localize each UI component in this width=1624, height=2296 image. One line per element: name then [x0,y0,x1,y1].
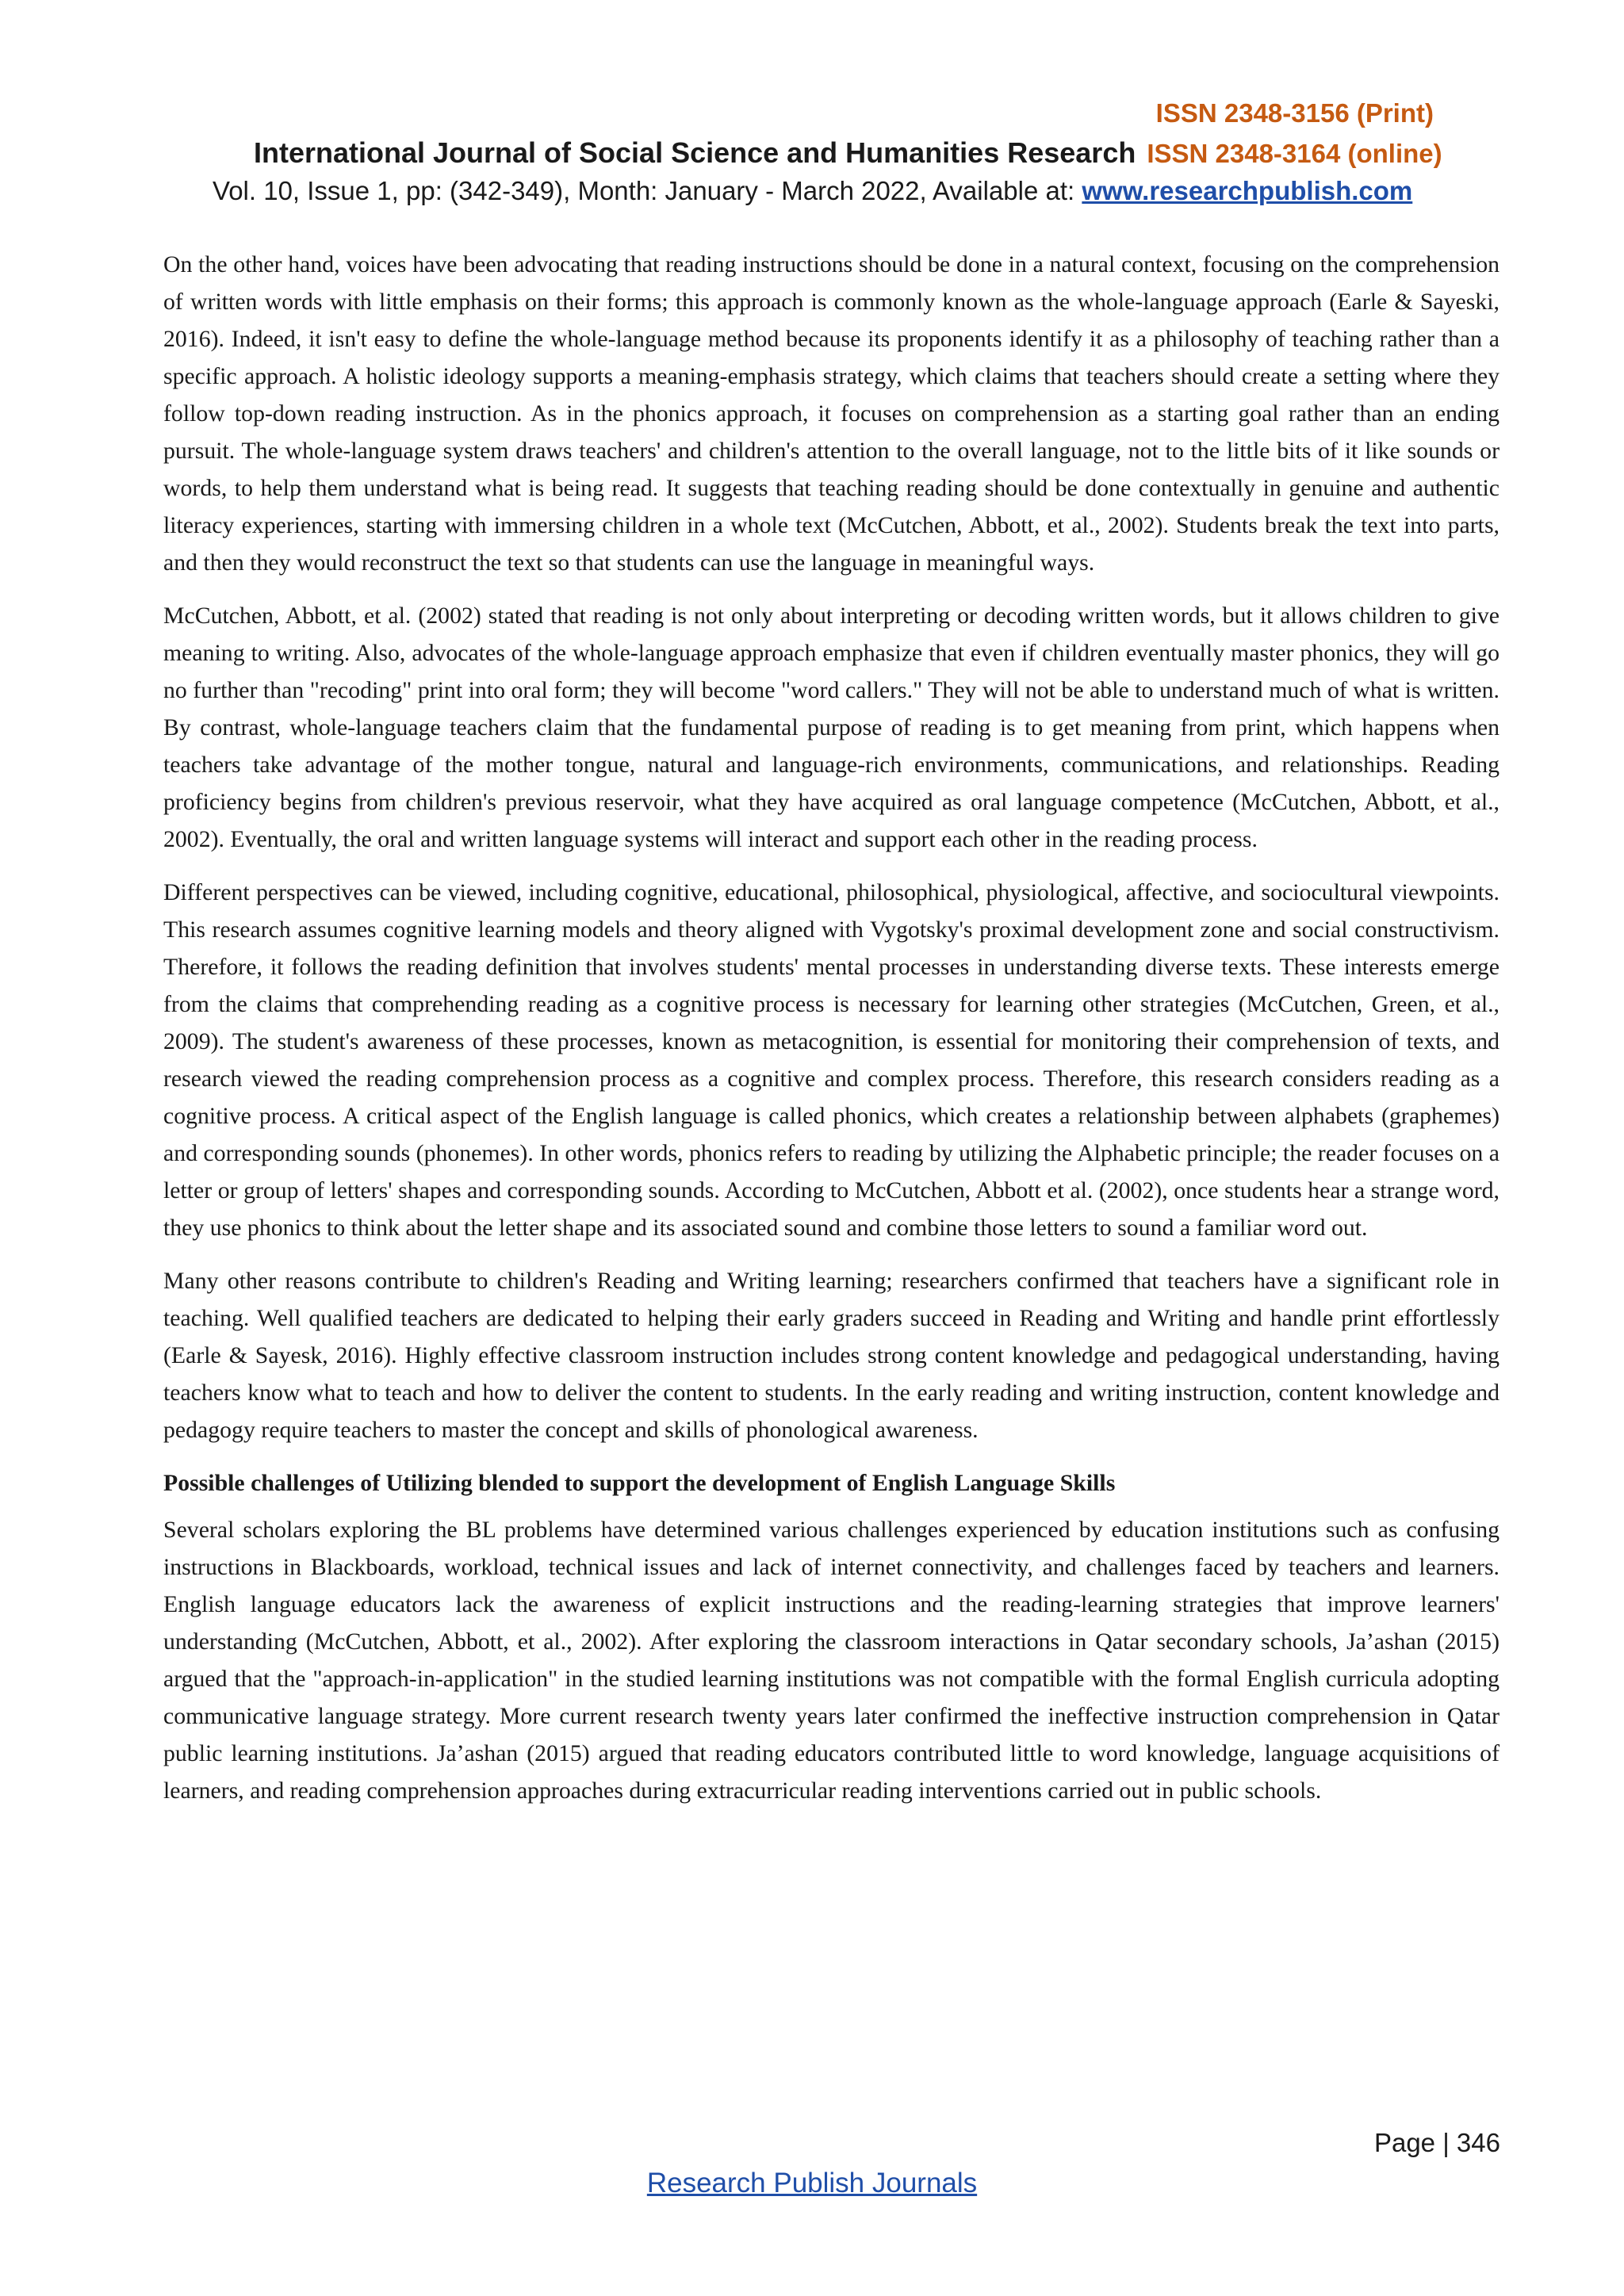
paragraph: Many other reasons contribute to children's Reading and Writing learning; researchers confirmed that teachers have a significant role in teaching. Well qualified teachers are dedicated to helping their early graders succeed in Reading and Writing and handle print effortlessly (Earle & Sayesk, 2016). Highly effective classroom instruction includes strong content knowledge and pedagogical understanding, having teachers know what to teach and how to deliver the content to students. In the early reading and writing instruction, content knowledge and pedagogy require teachers to master the concept and skills of phonological awareness. [163,1268,1500,1443]
website-link[interactable]: www.researchpublish.com [1082,176,1413,205]
article-body [163,246,1500,1825]
footer [0,2168,1624,2199]
paragraph: McCutchen, Abbott, et al. (2002) stated that reading is not only about interpreting or decoding written words, but it allows children to give meaning to writing. Also, advocates of the whole-language approach emphasize that even if children eventually master phonics, they will go no further than "recoding" print into oral form; they will become "word callers." They will not be able to understand much of what is written. By contrast, whole-language teachers claim that the fundamental purpose of reading is to get meaning from print, which happens when teachers take advantage of the mother tongue, natural and language-rich environments, communications, and relationships. Reading proficiency begins from children's previous reservoir, what they have acquired as oral language competence (McCutchen, Abbott, et al., 2002). Eventually, the oral and written language systems will interact and support each other in the reading process. [163,603,1500,852]
paragraph: On the other hand, voices have been advocating that reading instructions should be done in a natural context, focusing on the comprehension of written words with little emphasis on their forms; this approach is commonly known as the whole-language approach (Earle & Sayeski, 2016). Indeed, it isn't easy to define the whole-language method because its proponents identify it as a philosophy of teaching rather than a specific approach. A holistic ideology supports a meaning-emphasis strategy, which claims that teachers should create a setting where they follow top-down reading instruction. As in the phonics approach, it focuses on comprehension as a starting goal rather than an ending pursuit. The whole-language system draws teachers' and children's attention to the overall language, not to the little bits of it like sounds or words, to help them understand what is being read. It suggests that teaching reading should be done contextually in genuine and authentic literacy experiences, starting with immersing children in a whole text (McCutchen, Abbott, et al., 2002). Students break the text into parts, and then they would reconstruct the text so that students can use the language in meaningful ways. [163,251,1500,576]
journal-title: International Journal of Social Science and Humanities Research [254,136,1136,169]
paragraph: Different perspectives can be viewed, including cognitive, educational, philosophical, physiological, affective, and sociocultural viewpoints. This research assumes cognitive learning models and theory aligned with Vygotsky's proximal development zone and social constructivism. Therefore, it follows the reading definition that involves students' mental processes in understanding diverse texts. These interests emerge from the claims that comprehending reading as a cognitive process is necessary for learning other strategies (McCutchen, Green, et al., 2009). The student's awareness of these processes, known as metacognition, is essential for monitoring their comprehension of texts, and research viewed the reading comprehension process as a cognitive and complex process. Therefore, this research considers reading as a cognitive process. A critical aspect of the English language is called phonics, which creates a relationship between alphabets (graphemes) and corresponding sounds (phonemes). In other words, phonics refers to reading by utilizing the Alphabetic principle; the reader focuses on a letter or group of letters' shapes and corresponding sounds. According to McCutchen, Abbott et al. (2002), once students hear a strange word, they use phonics to think about the letter shape and its associated sound and combine those letters to sound a familiar word out. [163,879,1500,1241]
issue-info-line [213,176,1412,206]
issn-online: ISSN 2348-3164 (online) [1147,139,1442,168]
paragraph: Several scholars exploring the BL problems have determined various challenges experienced by education institutions such as confusing instructions in Blackboards, workload, technical issues and lack of internet connectivity, and challenges faced by teachers and learners. English language educators lack the awareness of explicit instructions and the reading-learning strategies that improve learners' understanding (McCutchen, Abbott, et al., 2002). After exploring the classroom interactions in Qatar secondary schools, Ja’ashan (2015) argued that the "approach-in-application" in the studied learning institutions was not compatible with the formal English curricula adopting communicative language strategy. More current research twenty years later confirmed the ineffective instruction comprehension in Qatar public learning institutions. Ja’ashan (2015) argued that reading educators contributed little to word knowledge, language acquisitions of learners, and reading comprehension approaches during extracurricular reading interventions carried out in public schools. [163,1517,1500,1804]
publisher-link[interactable]: Research Publish Journals [646,2168,978,2198]
header-title-line [254,136,1442,170]
issue-info: Vol. 10, Issue 1, pp: (342-349), Month: January - March 2022, Available at: [213,176,1075,205]
page-number: Page | 346 [1373,2128,1500,2157]
section-heading: Possible challenges of Utilizing blended to support the development of English Language Skills [163,1470,1116,1496]
issn-print: ISSN 2348-3156 (Print) [1155,98,1434,128]
